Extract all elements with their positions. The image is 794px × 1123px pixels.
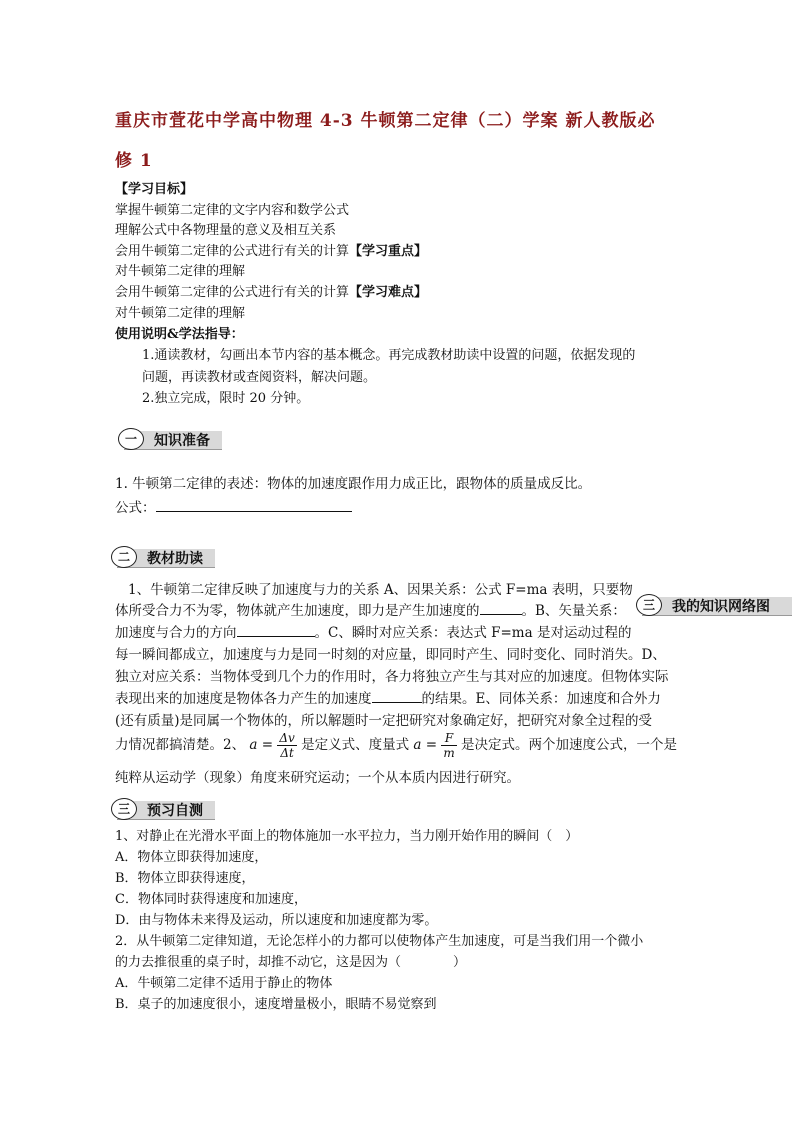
formula-definition-fraction: $\frac{\Delta v}{\Delta t}$ [279, 731, 295, 760]
difficult-point-text: 对牛顿第二定律的理解 [115, 306, 246, 321]
blank-vector-sum[interactable] [372, 688, 422, 703]
document-title-line1: 重庆市萓花中学高中物理 4-3 牛顿第二定律（二）学案 新人教版必 [115, 111, 656, 131]
difficult-point-line [115, 283, 427, 303]
test-q1-option-a[interactable]: A．物体立即获得加速度， [115, 850, 268, 865]
reading-paragraph-line: 体所受合力不为零，物体就产生加速度，即力是产生加速度的 。B、矢量关系： [115, 599, 626, 619]
formula-definition-lhs: a = [249, 737, 274, 753]
reading-paragraph-line: 1、牛顿第二定律反映了加速度与力的关系 A、因果关系：公式 F=ma 表明，只要物 [128, 582, 633, 598]
goal-line: 理解公式中各物理量的意义及相互关系 [115, 223, 337, 238]
section-label: 知识准备 [154, 433, 210, 449]
reading-paragraph-line: 独立对应关系：当物体受到几个力的作用时，各力将独立产生与其对应的加速度。但物体实际 [115, 669, 669, 685]
test-question-1: 1、对静止在光滑水平面上的物体施加一水平拉力，当力刚开始作用的瞬间（ ） [115, 829, 579, 844]
formula-cause-fraction: $\frac{F}{m}$ [443, 731, 455, 760]
test-q2-option-a[interactable]: A．牛顿第二定律不适用于静止的物体 [115, 976, 333, 991]
reading-paragraph-line: (还有质量)是同属一个物体的，所以解题时一定把研究对象确定好，把研究对象全过程的受 [115, 713, 653, 729]
usage-item-2: 2.独立完成，限时 20 分钟。 [142, 391, 310, 406]
formula-label: 公式： [115, 500, 156, 516]
reading-formula-line: 力情况都搞清楚。2、 a = $\frac{\Delta v}{\Delta t}$ 是定义式、度量式 a = $\frac{F}{m}$ 是决定式。两个加速度公式，一个是 [115, 731, 678, 760]
difficult-point-label: 【学习难点】 [349, 285, 428, 300]
goal-line-with-key [115, 242, 427, 262]
reading-paragraph-line: 表现出来的加速度是物体各力产生的加速度 的结果。E、同体关系：加速度和合外力 [115, 687, 661, 707]
section-number-badge: 一 [118, 428, 144, 450]
section-number-badge: 二 [111, 546, 137, 568]
blank-direction[interactable] [237, 622, 315, 637]
test-q1-option-c[interactable]: C．物体同时获得速度和加速度， [115, 892, 307, 907]
test-question-2b: 的力去推很重的桌子时，却推不动它，这是因为（ ） [115, 955, 467, 970]
reading-paragraph-line: 纯粹从运动学（现象）角度来研究运动；一个从本质内因进行研究。 [115, 770, 520, 786]
test-q1-option-d[interactable]: D．由与物体未来得及运动，所以速度和加速度都为零。 [115, 913, 438, 928]
usage-item-1b: 问题，再读教材或查阅资料，解决问题。 [142, 370, 377, 385]
usage-item-1a: 1.通读教材，勾画出本节内容的基本概念。再完成教材助读中设置的问题，依据发现的 [142, 348, 636, 363]
formula-cause-lhs: a = [413, 737, 438, 753]
prep-question-1: 1. 牛顿第二定律的表述：物体的加速度跟作用力成正比，跟物体的质量成反比。 [115, 476, 592, 492]
formula-blank[interactable] [156, 497, 352, 512]
test-q1-option-b[interactable]: B．物体立即获得速度， [115, 871, 255, 886]
test-question-2a: 2．从牛顿第二定律知道，无论怎样小的力都可以使物体产生加速度，可是当我们用一个微小 [115, 934, 644, 949]
section-number-badge: 三 [636, 594, 662, 616]
section-label: 教材助读 [147, 551, 203, 567]
section-header-textbook-reading [111, 546, 216, 568]
test-q2-option-b[interactable]: B．桌子的加速度很小，速度增量极小，眼睛不易觉察到 [115, 997, 437, 1012]
section-header-preview-test [111, 798, 216, 820]
section-header-knowledge-prep [118, 428, 223, 450]
section-number-badge: 三 [111, 798, 137, 820]
formula-line [115, 496, 352, 516]
document-title-line2: 修 1 [115, 151, 153, 171]
reading-paragraph-line: 加速度与合力的方向 。C、瞬时对应关系：表达式 F=ma 是对运动过程的 [115, 621, 631, 641]
usage-heading: 使用说明&学法指导： [115, 327, 244, 342]
key-point-label: 【学习重点】 [349, 244, 428, 259]
section-label: 我的知识网络图 [672, 599, 770, 615]
goal-line: 掌握牛顿第二定律的文字内容和数学公式 [115, 203, 350, 218]
goals-heading: 【学习目标】 [115, 182, 194, 197]
section-label: 预习自测 [147, 803, 203, 819]
goal-line: 会用牛顿第二定律的公式进行有关的计算 [115, 244, 350, 259]
blank-cause-of-acceleration[interactable] [480, 600, 522, 615]
difficult-prefix: 会用牛顿第二定律的公式进行有关的计算 [115, 285, 350, 300]
reading-paragraph-line: 每一瞬间都成立，加速度与力是同一时刻的对应量，即同时产生、同时变化、同时消失。D、 [115, 647, 666, 663]
key-point-text: 对牛顿第二定律的理解 [115, 264, 246, 279]
section-header-knowledge-network [636, 594, 792, 616]
